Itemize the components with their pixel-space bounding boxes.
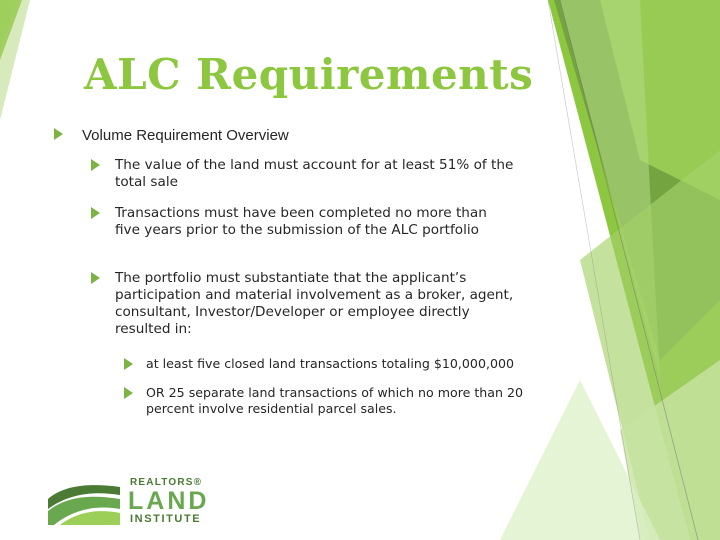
bullet-arrow-icon [124,358,133,370]
slide-title: ALC Requirements [84,50,534,99]
bullet-level3: at least five closed land transactions totaling $10,000,000 [146,356,514,371]
realtors-land-institute-logo [46,477,218,527]
land-fields-logo-icon [46,479,124,525]
bullet-arrow-icon [91,272,100,284]
bullet-level1: Volume Requirement Overview [82,127,289,144]
bullet-level2: The portfolio must substantiate that the applicant’s participation and material involvement as a broker, agent, consultant, Investor/Developer or employee directly resulted in: [115,270,514,337]
bullet-arrow-icon [54,128,63,140]
bullet-arrow-icon [91,159,100,171]
bullet-level3: OR 25 separate land transactions of which no more than 20 percent involve residential parcel sales. [146,385,523,416]
logo-line1: REALTORS® [130,477,203,488]
logo-line2: LAND [128,487,210,515]
bullet-level2: Transactions must have been completed no more than five years prior to the submission of the ALC portfolio [115,205,487,238]
logo-line3: INSTITUTE [130,513,202,525]
bullet-arrow-icon [124,387,133,399]
bullet-arrow-icon [91,207,100,219]
bullet-level2: The value of the land must account for at least 51% of the total sale [115,157,514,190]
